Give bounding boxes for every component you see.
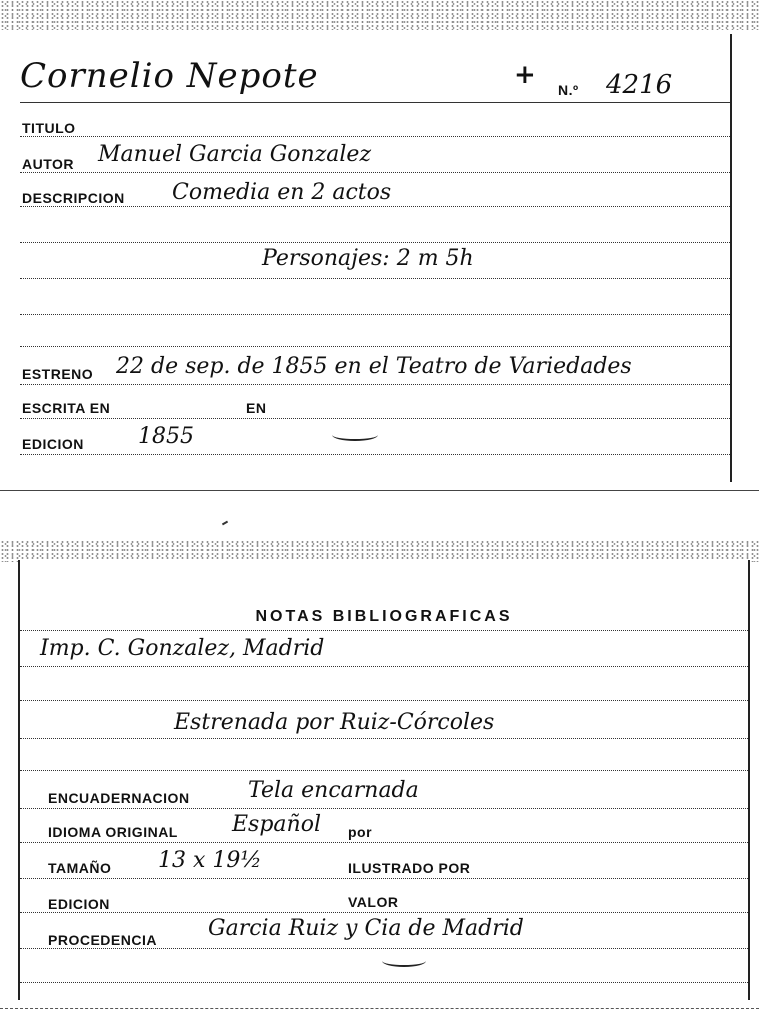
idioma-value: Español bbox=[232, 812, 321, 837]
rule bbox=[20, 454, 730, 455]
autor-label: AUTOR bbox=[22, 156, 75, 172]
encuadernacion-value: Tela encarnada bbox=[248, 778, 419, 803]
descripcion-label: DESCRIPCION bbox=[22, 190, 125, 206]
catalog-card-back bbox=[18, 560, 750, 1000]
scan-noise-middle bbox=[0, 540, 759, 562]
edicion-value: 1855 bbox=[138, 424, 194, 449]
procedencia-value: Garcia Ruiz y Cia de Madrid bbox=[208, 916, 524, 941]
catalog-card-front bbox=[6, 34, 732, 482]
tamano-value: 13 x 19½ bbox=[158, 848, 262, 873]
estreno-label: ESTRENO bbox=[22, 366, 94, 382]
rule bbox=[20, 242, 730, 243]
notas-heading: NOTAS BIBLIOGRAFICAS bbox=[255, 608, 513, 625]
por-label: por bbox=[348, 824, 373, 840]
procedencia-label: PROCEDENCIA bbox=[48, 932, 157, 948]
rule bbox=[20, 700, 748, 701]
en-label: EN bbox=[246, 400, 267, 416]
personajes-note: Personajes: 2 m 5h bbox=[262, 246, 474, 271]
rule bbox=[20, 808, 748, 809]
scan-noise-top bbox=[0, 0, 759, 30]
number-label: N.º bbox=[558, 82, 579, 98]
idioma-label: IDIOMA ORIGINAL bbox=[48, 824, 178, 840]
title-handwritten: Cornelio Nepote bbox=[20, 56, 319, 96]
cross-mark: + bbox=[514, 60, 536, 90]
rule bbox=[20, 982, 748, 983]
autor-value: Manuel Garcia Gonzalez bbox=[98, 142, 372, 167]
escrita-en-label: ESCRITA EN bbox=[22, 400, 111, 416]
rule bbox=[20, 206, 730, 207]
encuadernacion-label: ENCUADERNACION bbox=[48, 790, 190, 806]
rule bbox=[20, 136, 730, 137]
rule bbox=[20, 384, 730, 385]
rule bbox=[20, 912, 748, 913]
scan-mark bbox=[222, 521, 228, 526]
ilustrado-label: ILUSTRADO POR bbox=[348, 860, 471, 876]
estrenada-note: Estrenada por Ruiz-Córcoles bbox=[174, 710, 495, 735]
punch-hole-mark bbox=[382, 955, 426, 967]
rule bbox=[20, 842, 748, 843]
titulo-label: TITULO bbox=[22, 120, 76, 136]
rule bbox=[20, 738, 748, 739]
rule bbox=[20, 770, 748, 771]
rule bbox=[20, 102, 730, 103]
edicion-label: EDICION bbox=[22, 436, 84, 452]
edicion-label-2: EDICION bbox=[48, 896, 110, 912]
descripcion-value: Comedia en 2 actos bbox=[172, 180, 392, 205]
rule bbox=[20, 346, 730, 347]
rule bbox=[20, 278, 730, 279]
tamano-label: TAMAÑO bbox=[48, 860, 112, 876]
imprenta-note: Imp. C. Gonzalez, Madrid bbox=[40, 636, 325, 661]
card-edge bbox=[0, 1008, 759, 1009]
rule bbox=[20, 630, 748, 631]
rule bbox=[20, 948, 748, 949]
rule bbox=[20, 172, 730, 173]
punch-hole-mark bbox=[332, 429, 378, 441]
rule bbox=[20, 418, 730, 419]
rule bbox=[20, 666, 748, 667]
card-edge bbox=[0, 490, 759, 491]
estreno-value: 22 de sep. de 1855 en el Teatro de Variedades bbox=[116, 354, 632, 379]
number-value: 4216 bbox=[606, 70, 673, 100]
rule bbox=[20, 314, 730, 315]
rule bbox=[20, 878, 748, 879]
valor-label: VALOR bbox=[348, 894, 399, 910]
